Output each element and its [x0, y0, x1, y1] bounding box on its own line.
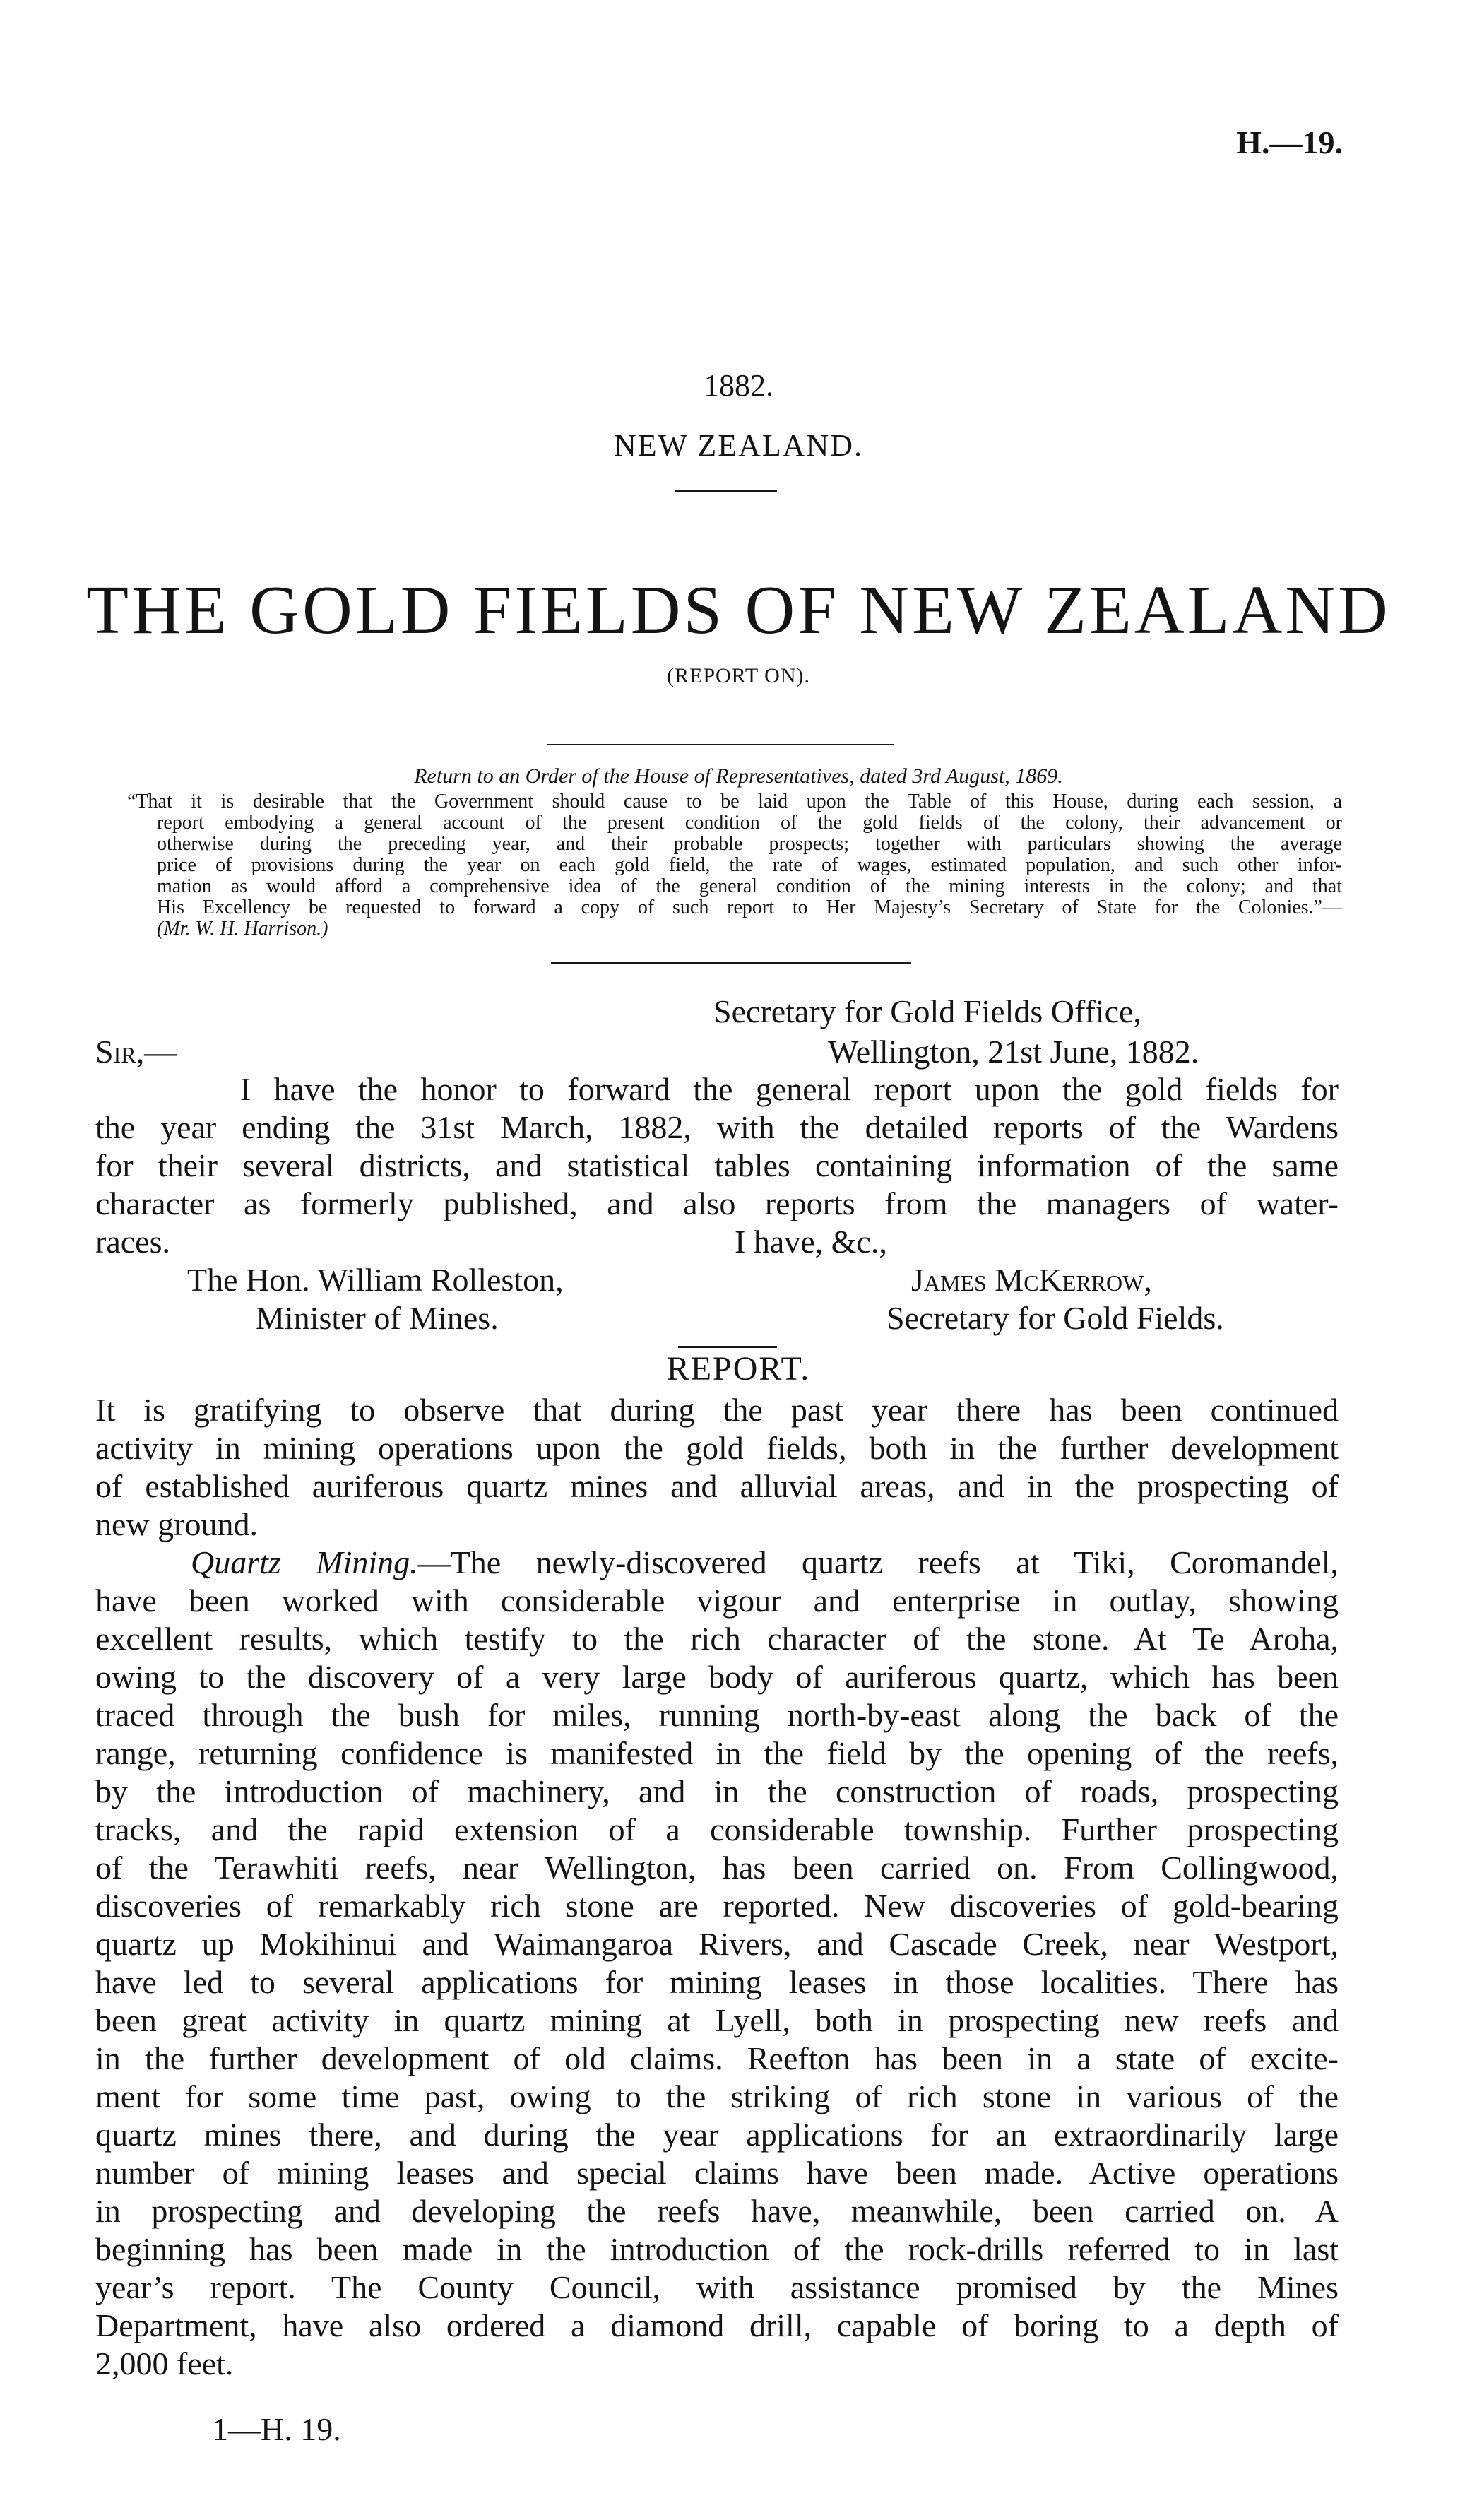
report-line: in the further development of old claims. Reefton has been in a state of excite- [95, 2040, 1339, 2076]
report-line-text: —The newly-discovered quartz reefs at Tiki, Coromandel, [417, 1544, 1339, 1580]
addressee-name: The Hon. William Rolleston, [187, 1262, 564, 1298]
addressee-title: Minister of Mines. [256, 1300, 499, 1336]
letter-line: I have the honor to forward the general report upon the gold fields for [240, 1071, 1339, 1107]
report-paragraph-1 [95, 1391, 1339, 1544]
order-line: “That it is desirable that the Government should cause to be laid upon the Table of this House, during each session, a [127, 791, 1342, 812]
report-line: by the introduction of machinery, and in the construction of roads, prospecting [95, 1773, 1339, 1809]
report-line: It is gratifying to observe that during the past year there has been continued [95, 1392, 1339, 1428]
report-line: discoveries of remarkably rich stone are reported. New discoveries of gold-bearing [95, 1888, 1339, 1924]
report-line: tracks, and the rapid extension of a considerable township. Further prospecting [95, 1811, 1339, 1847]
divider [551, 962, 911, 964]
report-line: 2,000 feet. [95, 2346, 234, 2382]
order-line: report embodying a general account of the present condition of the gold fields of the colony, their advancement or [157, 812, 1342, 834]
report-line [95, 1544, 1339, 1582]
order-line: price of provisions during the year on each gold field, the rate of wages, estimated population, and such other infor- [157, 854, 1342, 876]
document-year: 1882. [704, 368, 773, 403]
report-paragraph-quartz-mining [95, 1544, 1339, 2383]
letter-body [95, 1070, 1339, 1223]
order-resolution [127, 791, 1342, 940]
report-line: of established auriferous quartz mines and alluvial areas, and in the prospecting of [95, 1468, 1339, 1504]
letter-line: the year ending the 31st March, 1882, with the detailed reports of the Wardens [95, 1109, 1339, 1145]
order-heading: Return to an Order of the House of Representatives, dated 3rd August, 1869. [414, 764, 1063, 788]
report-line: have led to several applications for mining leases in those localities. There has [95, 1964, 1339, 2000]
footer-reference: 1—H. 19. [212, 2411, 341, 2447]
report-line: excellent results, which testify to the rich character of the stone. At Te Aroha, [95, 1621, 1339, 1657]
report-heading: REPORT. [666, 1350, 811, 1388]
letter-closing: I have, &c., [735, 1224, 887, 1260]
document-country: NEW ZEALAND. [613, 428, 864, 463]
report-line: year’s report. The County Council, with assistance promised by the Mines [95, 2269, 1339, 2305]
order-line: otherwise during the preceding year, and their probable prospects; together with particulars showing the average [157, 833, 1342, 855]
report-line: quartz mines there, and during the year applications for an extraordinarily large [95, 2117, 1339, 2153]
divider [675, 490, 777, 492]
letter-line: character as formerly published, and also reports from the managers of water- [95, 1185, 1339, 1221]
report-line: beginning has been made in the introduction of the rock-drills referred to in last [95, 2231, 1339, 2267]
document-title: THE GOLD FIELDS OF NEW ZEALAND [86, 572, 1391, 649]
divider [547, 744, 894, 745]
section-lead-quartz-mining: Quartz Mining. [191, 1544, 418, 1580]
letter-place-date: Wellington, 21st June, 1882. [828, 1034, 1199, 1070]
report-line: owing to the discovery of a very large body of auriferous quartz, which has been [95, 1659, 1339, 1695]
report-line: new ground. [95, 1506, 258, 1542]
report-line: traced through the bush for miles, running north-by-east along the back of the [95, 1697, 1339, 1733]
letter-line: for their several districts, and statistical tables containing information of the same [95, 1147, 1339, 1183]
page-reference: H.—19. [1236, 124, 1343, 160]
report-line: Department, have also ordered a diamond drill, capable of boring to a depth of [95, 2307, 1339, 2343]
report-line: number of mining leases and special claims have been made. Active operations [95, 2155, 1339, 2191]
signatory-title: Secretary for Gold Fields. [886, 1300, 1224, 1336]
divider [678, 1346, 777, 1348]
report-line: have been worked with considerable vigour and enterprise in outlay, showing [95, 1583, 1339, 1619]
report-line: range, returning confidence is manifested in the field by the opening of the reefs, [95, 1735, 1339, 1771]
letter-salutation: Sir,— [95, 1034, 177, 1070]
order-line: His Excellency be requested to forward a copy of such report to Her Majesty’s Secretary of State for the Colonies.”— [157, 897, 1342, 918]
report-line: in prospecting and developing the reefs have, meanwhile, been carried on. A [95, 2193, 1339, 2229]
report-line: ment for some time past, owing to the striking of rich stone in various of the [95, 2078, 1339, 2114]
signatory-name: James McKerrow, [911, 1262, 1152, 1298]
letter-office: Secretary for Gold Fields Office, [713, 993, 1141, 1029]
report-line: been great activity in quartz mining at Lyell, both in prospecting new reefs and [95, 2002, 1339, 2038]
report-line: quartz up Mokihinui and Waimangaroa Rivers, and Cascade Creek, near Westport, [95, 1926, 1339, 1962]
letter-last-line: races. [95, 1224, 170, 1260]
order-line: mation as would afford a comprehensive idea of the general condition of the mining interests in the colony; and that [157, 875, 1342, 897]
order-attribution: (Mr. W. H. Harrison.) [157, 918, 328, 940]
document-subtitle: (REPORT ON). [667, 664, 810, 687]
report-line: of the Terawhiti reefs, near Wellington, has been carried on. From Collingwood, [95, 1850, 1339, 1886]
report-line: activity in mining operations upon the gold fields, both in the further development [95, 1430, 1339, 1466]
